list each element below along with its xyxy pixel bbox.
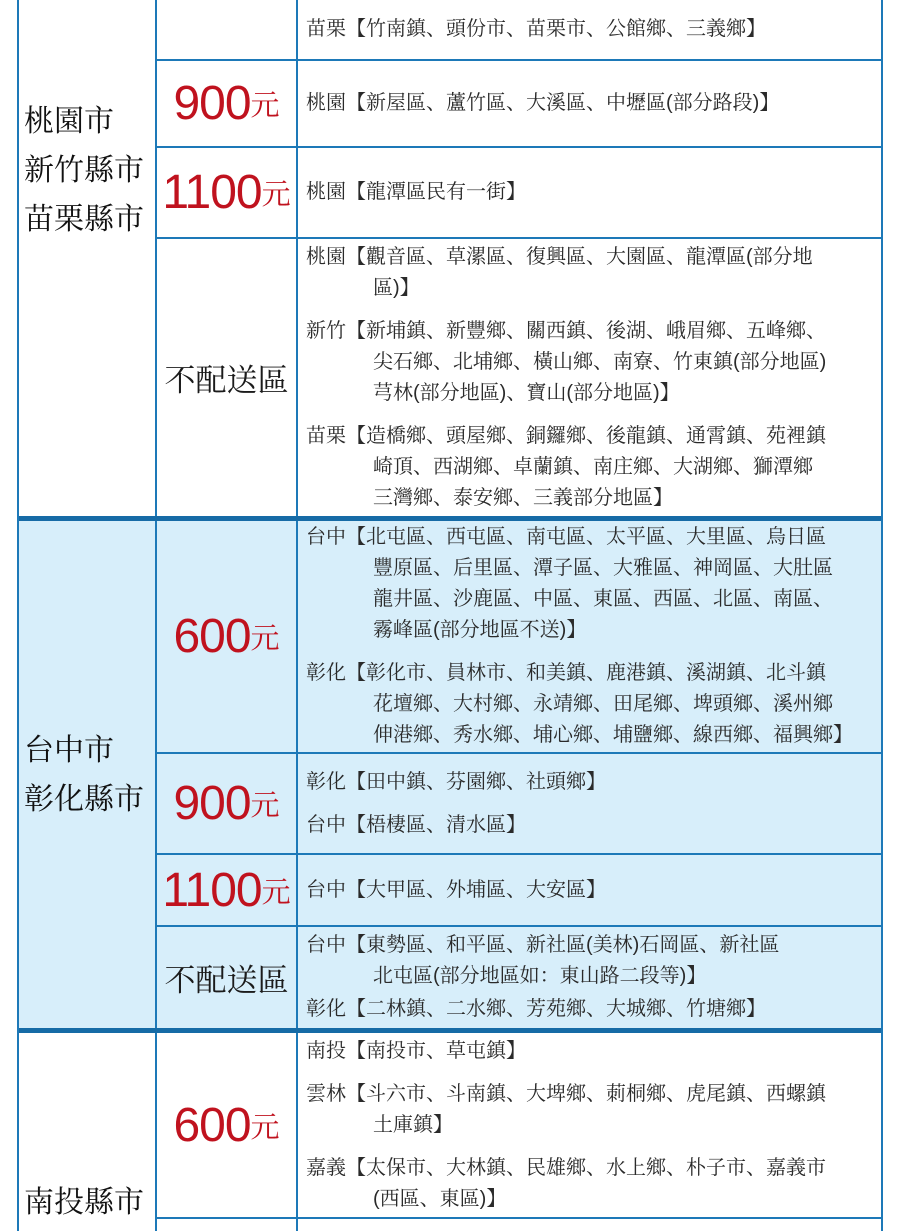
area-entry	[306, 522, 875, 646]
area-text-line: (西區、東區)】	[373, 1187, 507, 1210]
fee-row-900	[157, 752, 881, 853]
region-section-nantou	[19, 1033, 881, 1231]
area-text-line: 崎頂、西湖鄉、卓蘭鎮、南庄鄉、大湖鄉、獅潭鄉	[373, 455, 813, 478]
price-value: 1100	[162, 863, 262, 917]
area-text-line: 三灣鄉、泰安鄉、三義部分地區】	[373, 486, 673, 509]
area-entry	[306, 930, 875, 992]
area-entry	[306, 88, 875, 119]
region-group-name: 新竹縣市	[24, 154, 144, 187]
price-cell	[157, 239, 298, 516]
price-cell	[157, 61, 298, 146]
area-text-line: 彰化【田中鎮、芬園鄉、社頭鄉】	[306, 770, 606, 793]
area-text-line: 苗栗【造橋鄉、頭屋鄉、銅鑼鄉、後龍鎮、通霄鎮、苑裡鎮	[306, 424, 826, 447]
area-text-line: 南投【南投市、草屯鎮】	[306, 1039, 526, 1062]
area-text-line: 桃園【龍潭區民有一街】	[306, 181, 526, 203]
area-text-line: 桃園【新屋區、蘆竹區、大溪區、中壢區(部分路段)】	[306, 92, 780, 114]
area-entry	[306, 1036, 875, 1067]
area-text-line: 芎林(部分地區)、寶山(部分地區)】	[373, 381, 680, 404]
region-group-name: 彰化縣市	[24, 782, 144, 816]
fee-row-partial	[157, 0, 881, 59]
fee-row-600	[157, 521, 881, 752]
area-text-line: 台中【梧棲區、清水區】	[306, 813, 526, 836]
section-rows	[157, 0, 881, 516]
region-group-cell	[19, 1033, 157, 1231]
area-list-cell	[298, 0, 881, 59]
fee-row-600	[157, 1033, 881, 1217]
price-cell	[157, 0, 298, 59]
price-unit: 元	[250, 790, 280, 822]
price-cell	[157, 855, 298, 925]
area-text-line: 嘉義【太保市、大林鎮、民雄鄉、水上鄉、朴子市、嘉義市	[306, 1156, 826, 1179]
fee-row-900	[157, 59, 881, 146]
area-text-line: 新竹【新埔鎮、新豐鄉、關西鎮、後湖、峨眉鄉、五峰鄉、	[306, 319, 826, 342]
area-text-line: 區)】	[373, 276, 420, 299]
area-text-line: 土庫鎮】	[373, 1113, 453, 1136]
area-list-cell	[298, 1033, 881, 1217]
price-cell	[157, 1033, 298, 1217]
price-unit: 元	[250, 623, 280, 655]
area-entry	[306, 177, 875, 208]
region-group-name: 台中市	[24, 733, 114, 767]
area-list-cell	[298, 1219, 881, 1231]
area-entry	[306, 242, 875, 304]
region-group-cell	[19, 0, 157, 516]
price-value: 1100	[162, 166, 262, 219]
area-text-line: 豐原區、后里區、潭子區、大雅區、神岡區、大肚區	[373, 557, 833, 579]
no-delivery-label: 不配送區	[164, 963, 289, 998]
section-rows	[157, 1033, 881, 1231]
area-text-line: 花壇鄉、大村鄉、永靖鄉、田尾鄉、埤頭鄉、溪州鄉	[373, 693, 833, 715]
no-delivery-label: 不配送區	[164, 363, 289, 398]
area-list-cell	[298, 521, 881, 752]
region-section-taichung-changhua	[19, 521, 881, 1028]
area-entry	[306, 1079, 875, 1141]
region-group-name: 南投縣市	[24, 1186, 144, 1219]
delivery-fee-table	[17, 0, 883, 1231]
price-unit: 元	[250, 90, 280, 122]
region-group-cell	[19, 521, 157, 1028]
area-text-line: 雲林【斗六市、斗南鎮、大埤鄉、莿桐鄉、虎尾鎮、西螺鎮	[306, 1082, 826, 1105]
area-text-line: 苗栗【竹南鎮、頭份市、苗栗市、公館鄉、三義鄉】	[306, 18, 766, 40]
fee-row-1100	[157, 146, 881, 237]
area-text-line: 台中【大甲區、外埔區、大安區】	[306, 878, 606, 901]
area-text-line: 龍井區、沙鹿區、中區、東區、西區、北區、南區、	[373, 588, 833, 610]
area-text-line: 伸港鄉、秀水鄉、埔心鄉、埔鹽鄉、線西鄉、福興鄉】	[373, 724, 853, 746]
fee-row-1100	[157, 853, 881, 925]
area-entry	[306, 875, 875, 906]
area-entry	[306, 421, 875, 514]
area-list-cell	[298, 855, 881, 925]
area-text-line: 台中【北屯區、西屯區、南屯區、太平區、大里區、烏日區	[306, 526, 826, 548]
price-cell	[157, 1219, 298, 1231]
area-entry	[306, 767, 875, 798]
area-entry	[306, 994, 875, 1025]
area-list-cell	[298, 927, 881, 1028]
area-text-line: 北屯區(部分地區如：東山路二段等)】	[373, 965, 707, 987]
area-entry	[306, 14, 875, 45]
area-entry	[306, 810, 875, 841]
price-unit: 元	[250, 1111, 280, 1144]
region-group-name: 苗栗縣市	[24, 203, 144, 236]
area-text-line: 彰化【二林鎮、二水鄉、芳苑鄉、大城鄉、竹塘鄉】	[306, 998, 766, 1020]
area-list-cell	[298, 61, 881, 146]
price-cell	[157, 927, 298, 1028]
area-entry	[306, 316, 875, 409]
area-text-line: 尖石鄉、北埔鄉、橫山鄉、南寮、竹東鎮(部分地區)	[373, 350, 827, 373]
price-cell	[157, 148, 298, 237]
area-text-line: 霧峰區(部分地區不送)】	[373, 619, 587, 641]
price-unit: 元	[261, 179, 291, 211]
price-value: 600	[173, 1098, 251, 1152]
price-value: 900	[173, 77, 251, 130]
section-rows	[157, 521, 881, 1028]
area-text-line: 台中【東勢區、和平區、新社區(美林)石岡區、新社區	[306, 934, 780, 956]
region-group-name: 桃園市	[24, 105, 114, 138]
area-text-line: 桃園【觀音區、草漯區、復興區、大園區、龍潭區(部分地	[306, 245, 813, 268]
area-list-cell	[298, 148, 881, 237]
fee-row-partial	[157, 1217, 881, 1231]
region-section-taoyuan-hsinchu-miaoli	[19, 0, 881, 516]
fee-row-no-delivery	[157, 237, 881, 516]
price-cell	[157, 754, 298, 853]
area-text-line: 彰化【彰化市、員林市、和美鎮、鹿港鎮、溪湖鎮、北斗鎮	[306, 662, 826, 684]
price-value: 600	[173, 610, 251, 663]
area-list-cell	[298, 754, 881, 853]
area-entry	[306, 658, 875, 751]
price-value: 900	[173, 777, 251, 830]
area-list-cell	[298, 239, 881, 516]
area-entry	[306, 1153, 875, 1215]
price-unit: 元	[261, 876, 291, 909]
price-cell	[157, 521, 298, 752]
fee-row-no-delivery	[157, 925, 881, 1028]
